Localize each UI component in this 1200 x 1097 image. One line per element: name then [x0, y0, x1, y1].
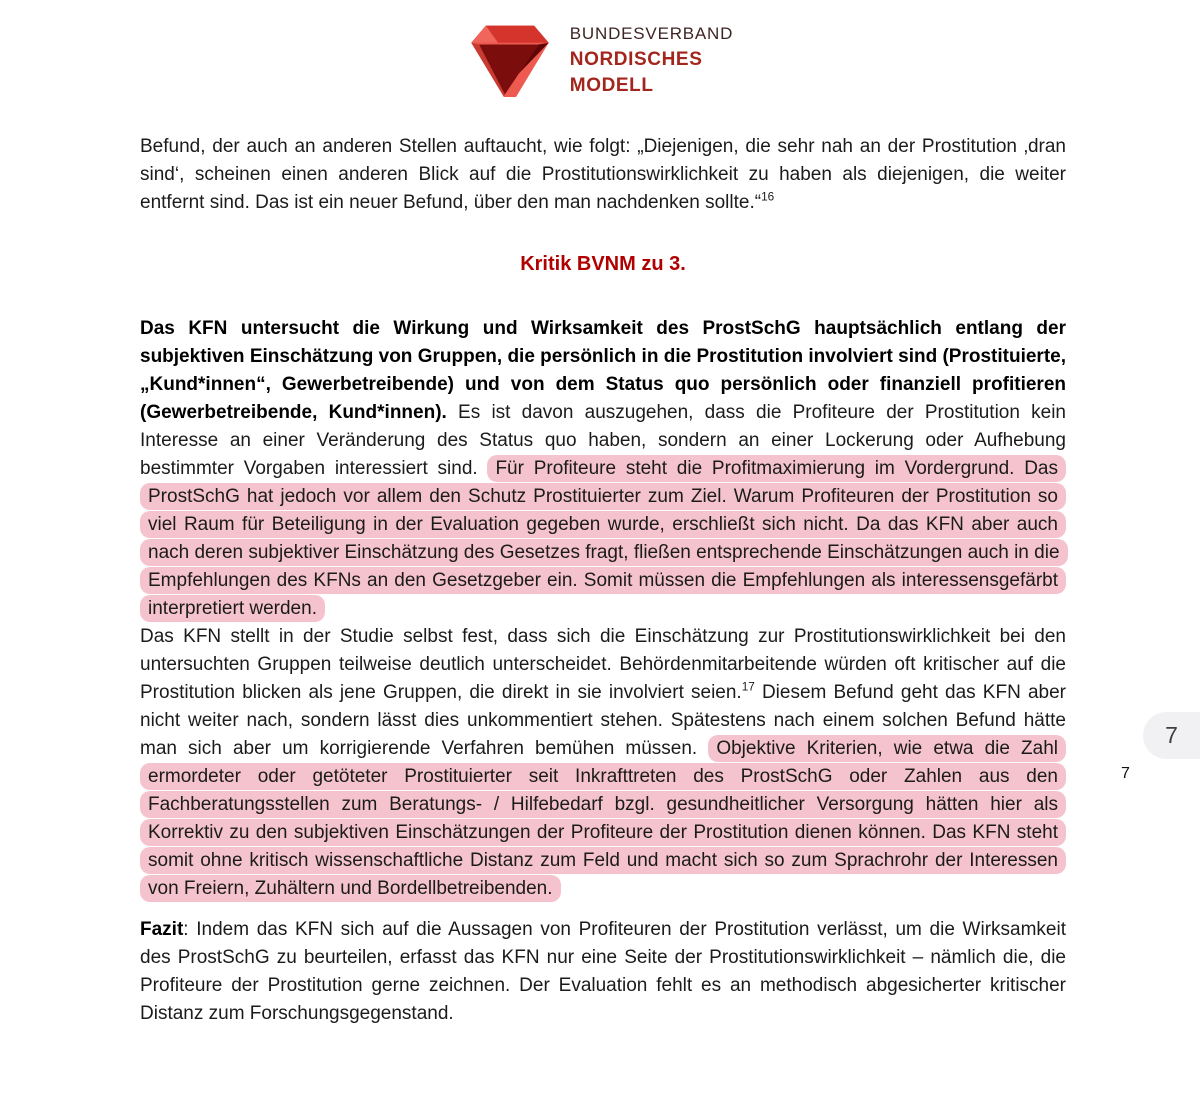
critique-highlighted-text: Für Profiteure steht die Profitmaximierung im Vordergrund. Das ProstSchG hat jedoch vor allem den Schutz Prostituierter zum Ziel. Warum Profiteuren der Prostitution so viel Raum für Beteiligung in der Evaluation gegeben wurde, erschließt sich nicht. Da das KFN aber auch nach deren subjektiver Einschätzung des Gesetzes fragt, fließen entsprechende Einschätzungen auch in die Empfehlungen des KFNs an den Gesetzgeber ein. Somit müssen die Empfehlungen als interessensgefärbt interpretiert werden. [140, 455, 1068, 622]
footnote-ref-17: 17 [741, 680, 755, 694]
page-indicator[interactable] [1143, 712, 1200, 759]
intro-text: Befund, der auch an anderen Stellen auftaucht, wie folgt: „Diejenigen, die sehr nah an der Prostitution ‚dran sind‘, scheinen einen anderen Blick auf die Prostitutionswirklichkeit zu haben als diejenigen, die weiter entfernt sind. Das ist ein neuer Befund, über den man nachdenken sollte.“ [140, 136, 1066, 213]
logo-line-nordisches: NORDISCHES [569, 49, 703, 70]
logo [0, 0, 1200, 108]
analysis-highlighted-text: Objektive Kriterien, wie etwa die Zahl ermordeter oder getöteter Prostituierter seit Inkrafttreten des ProstSchG oder Zahlen aus den Fachberatungsstellen zum Beratungs- / Hilfebedarf bzgl. gesundheitlicher Versorgung hätten hier als Korrektiv zu den subjektiven Einschätzungen der Profiteure der Prostitution dienen können. Das KFN steht somit ohne kritisch wissenschaftliche Distanz zum Feld und macht sich so zum Sprachrohr der Interessen von Freiern, Zuhältern und Bordellbetreibenden. [140, 735, 1066, 902]
paragraph-intro [140, 133, 1066, 217]
fazit-label: Fazit [140, 919, 184, 940]
logo-wordmark [570, 21, 733, 99]
document-body [140, 108, 1066, 1028]
fazit-text: : Indem das KFN sich auf die Aussagen von Profiteuren der Prostitution verlässt, um die Wirksamkeit des ProstSchG zu beurteilen, erfasst das KFN nur eine Seite der Prostitutionswirklichkeit – nämlich die, die Profiteure der Prostitution gerne zeichnen. Der Evaluation fehlt es an methodisch abgesicherter kritischer Distanz zum Forschungsgegenstand. [140, 919, 1066, 1024]
paragraph-analysis [140, 623, 1066, 903]
analysis-text-1: Das KFN stellt in der Studie selbst fest, dass sich die Einschätzung zur Prostitutionswirklichkeit bei den untersuchten Gruppen teilweise deutlich unterscheidet. Behördenmitarbeitende würden oft kritischer auf die Prostitution blicken als jene Gruppen, die direkt in sie involviert seien. [140, 626, 1066, 703]
logo-line-modell: MODELL [569, 75, 654, 96]
footnote-ref-16: 16 [761, 190, 775, 204]
paragraph-fazit [140, 916, 1066, 1028]
section-heading: Kritik BVNM zu 3. [520, 253, 686, 275]
logo-line-bundesverband: BUNDESVERBAND [569, 24, 734, 43]
paragraph-critique [140, 315, 1066, 623]
page-indicator-value: 7 [1165, 722, 1178, 748]
analysis-text-2: Diesem Befund geht das KFN aber nicht weiter nach, sondern lässt dies unkommentiert stehen. Spätestens nach einem solchen Befund hätte man sich aber um korrigierende Verfahren bemühen müssen. [140, 682, 1066, 759]
critique-regular-text: Es ist davon auszugehen, dass die Profiteure der Prostitution kein Interesse an einer Veränderung des Status quo haben, sondern an einer Lockerung oder Aufhebung bestimmter Vorgaben interessiert sind. [140, 402, 1066, 479]
gem-logo-icon [467, 13, 553, 107]
critique-bold-text: Das KFN untersucht die Wirkung und Wirksamkeit des ProstSchG hauptsächlich entlang der subjektiven Einschätzung von Gruppen, die persönlich in die Prostitution involviert sind (Prostituierte, „Kund*innen“, Gewerbetreibende) und von dem Status quo persönlich oder finanziell profitieren (Gewerbetreibende, Kund*innen). [140, 318, 1066, 423]
printed-page-number: 7 [1121, 765, 1130, 782]
